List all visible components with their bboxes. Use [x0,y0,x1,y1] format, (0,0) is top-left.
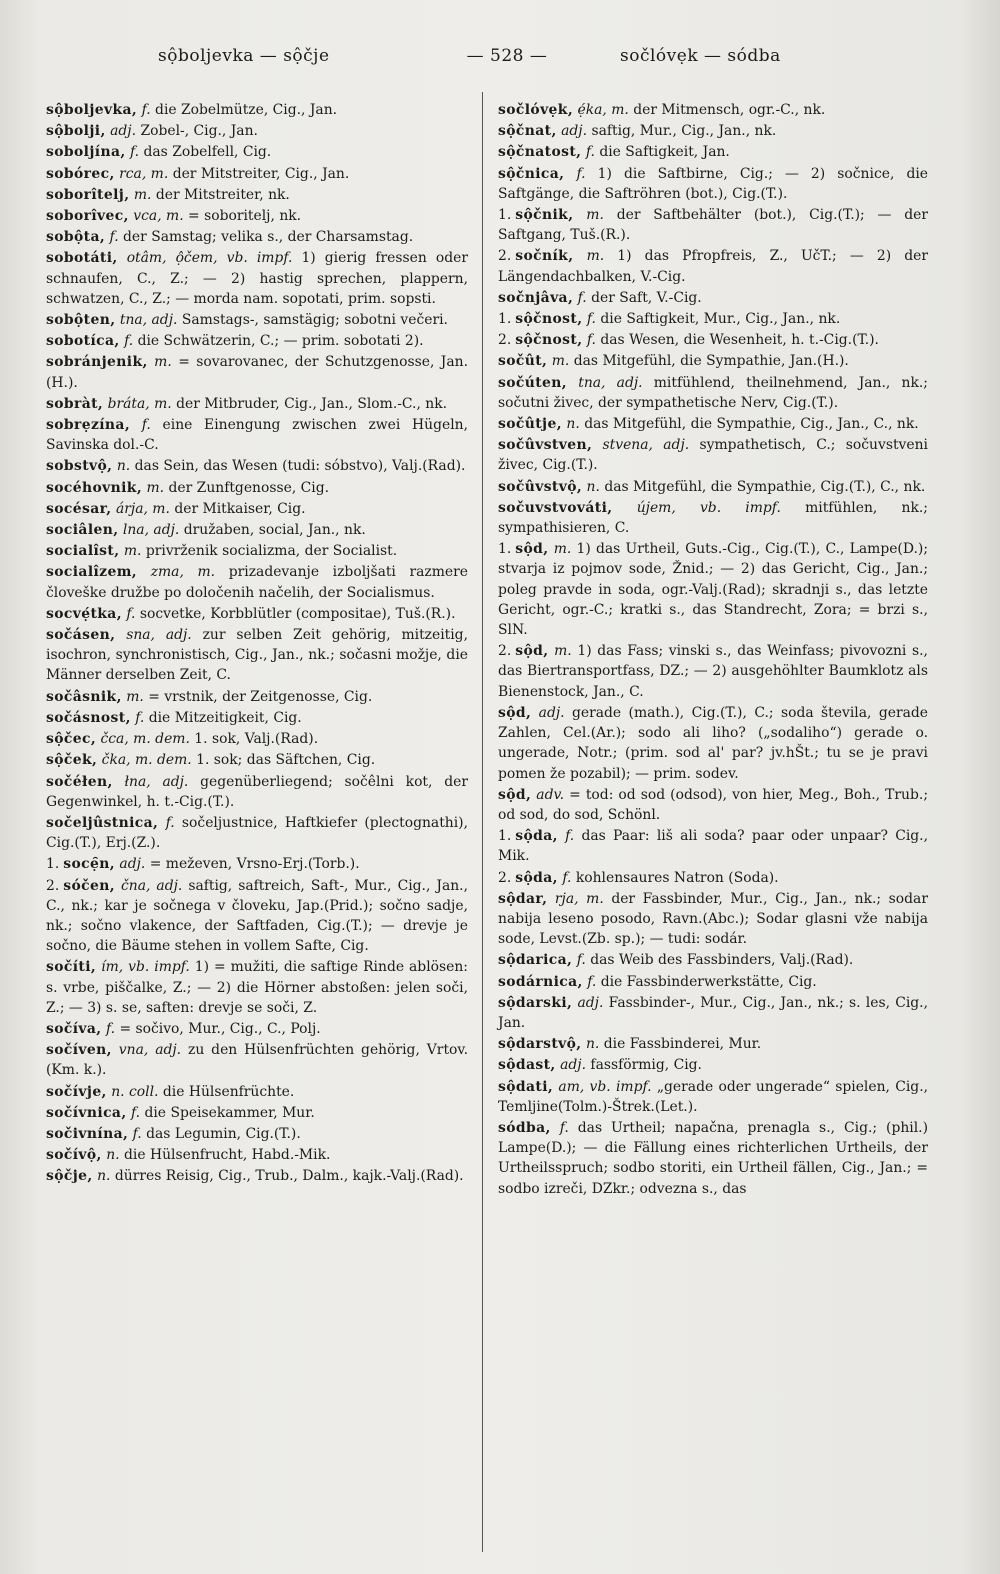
entry-grammar: adj. [119,856,146,873]
entry-definition: 1. sok; das Säftchen, Cig. [196,752,376,769]
dictionary-entry [46,1124,468,1144]
entry-definition: kohlensaures Natron (Soda). [575,869,779,886]
entry-homonym-number: 1. [498,311,512,328]
entry-homonym-number: 1. [498,541,512,558]
dictionary-entry [46,772,468,812]
dictionary-entry [498,288,928,308]
entry-headword: socvẹ́tka, [46,605,122,622]
dictionary-entry [46,854,468,874]
entry-definition: der Mitstreiter, nk. [155,186,290,203]
entry-homonym-number: 1. [498,828,512,845]
dictionary-entry [46,352,468,392]
entry-grammar: adj. [561,123,588,140]
dictionary-entry [498,351,928,371]
entry-grammar: rja, m. [554,890,604,907]
dictionary-entry [498,1118,928,1199]
entry-grammar: f. [141,417,151,434]
entry-definition: 1) gierig fressen oder schnaufen, C., Z.; — 2) hastig sprechen, plappern, schwatzen, C., Z.; — morda nam. sopotati, prim. sopsti. [46,250,469,307]
entry-grammar: vna, adj. [118,1042,182,1059]
entry-homonym-number: 1. [498,207,512,224]
entry-headword: sočivnína, [46,1125,129,1142]
entry-headword: sočívnica, [46,1104,127,1121]
entry-definition: die Fassbinderei, Mur. [603,1036,762,1053]
dictionary-entry [46,1082,468,1102]
entry-definition: das Weib des Fassbinders, Valj.(Rad). [590,952,854,969]
entry-definition: die Hülsenfrüchte. [162,1083,295,1100]
entry-grammar: n. [116,458,131,475]
entry-headword: sočíven, [46,1042,112,1059]
entry-definition: das Wesen, die Wesenheit, h. t.-Cig.(T.). [600,332,879,349]
dictionary-entry [498,826,928,866]
entry-headword: sộdast, [498,1057,556,1074]
entry-grammar: am, vb. impf. [558,1078,652,1095]
entry-definition: die Mitzeitigkeit, Cig. [148,709,302,726]
entry-headword: sộd, [515,541,549,558]
entry-headword: sočívộ, [46,1147,102,1164]
entry-grammar: vca, m. [133,208,184,225]
entry-grammar: f. [585,144,595,161]
entry-definition: das Mitgefühl, die Sympathie, Cig.(T.), C., nk. [604,478,926,495]
dictionary-entry [46,248,468,309]
entry-grammar: f. [565,828,575,845]
dictionary-entry [498,1055,928,1075]
entry-grammar: f. [562,869,572,886]
entry-headword: sộčje, [46,1168,93,1185]
entry-grammar: adj. [560,1057,586,1074]
dictionary-entry [498,1034,928,1054]
entry-definition: = sočivo, Mur., Cig., C., Polj. [119,1020,321,1037]
entry-grammar: f. [586,332,596,349]
page-number: — 528 — [466,46,548,66]
entry-grammar: m. [126,688,144,705]
entry-headword: sộčec, [46,731,97,748]
entry-headword: sộd, [498,704,532,721]
entry-definition: das Mitgefühl, die Sympathie, Jan.(H.). [573,353,849,370]
entry-headword: sočûvstven, [498,437,593,454]
entry-headword: sộčnost, [515,311,583,328]
dictionary-entry [46,520,468,540]
entry-grammar: m. [133,186,152,203]
entry-grammar: m. [554,643,572,660]
entry-definition: der Zunftgenosse, Cig. [168,479,330,496]
entry-grammar: adj. [538,704,565,721]
entry-headword: soborîtelj, [46,186,130,203]
entry-definition: = meževen, Vrsno-Erj.(Torb.). [149,856,360,873]
entry-headword: sočnjâva, [498,289,574,306]
entry-headword: sočût, [498,353,548,370]
right-column [498,100,928,1200]
entry-definition: das Paar: liš ali soda? paar oder unpaar? Cig., Mik. [498,828,929,865]
entry-definition: die Speisekammer, Mur. [144,1104,315,1121]
entry-grammar: n. coll. [111,1083,159,1100]
entry-definition: 1) die Saftbirne, Cig.; — 2) sočnice, die Saftgänge, die Saftröhren (bot.), Cig.(T.). [498,165,928,202]
left-column [46,100,468,1188]
entry-grammar: árja, m. [115,500,170,517]
entry-grammar: f. [130,144,140,161]
entry-grammar: sna, adj. [126,627,192,644]
dictionary-entry [46,478,468,498]
entry-definition: 1) = mužiti, die saftige Rinde ablösen: s. vrbe, piščalke, Z.; — 2) die Hörner abstoßen: jelen soči, Z.; — 3) s. se, saften: drevje se soči, Z. [46,959,468,1016]
entry-definition: der Samstag; velika s., der Charsamstag. [123,229,414,246]
dictionary-entry [498,889,928,950]
entry-definition: das Mitgefühl, die Sympathie, Cig., Jan., C., nk. [584,416,919,433]
entry-definition: der Mitmensch, ogr.-C., nk. [633,102,826,118]
entry-definition: = tod: od sod (odsod), von hier, Meg., Boh., Trub.; od sod, do sod, Schönl. [498,786,928,823]
entry-definition: die Zobelmütze, Cig., Jan. [155,102,338,118]
dictionary-entry [46,604,468,624]
entry-definition: = soboritelj, nk. [188,208,302,225]
entry-headword: sočúten, [498,374,568,391]
entry-headword: sộdarstvộ, [498,1036,582,1053]
entry-definition: der Fassbinder, Mur., Cig., Jan., nk.; sodar nabija leseno posodo, Ravn.(Abc.); Sodar glasni vže nabija sode, Levst.(Zb. sp.); — tudi: sodár. [498,890,928,948]
dictionary-entry [498,309,928,329]
entry-headword: sộčnica, [498,165,565,182]
entry-grammar: m. [146,479,165,496]
entry-definition: der Mitstreiter, Cig., Jan. [172,165,350,182]
dictionary-entry [498,477,928,497]
entry-definition: das Legumin, Cig.(T.). [146,1125,301,1142]
entry-headword: sộček, [46,752,98,769]
entry-grammar: f. [132,1125,142,1142]
entry-grammar: f. [586,311,596,328]
entry-grammar: f. [576,165,586,182]
entry-definition: saftig, Mur., Cig., Jan., nk. [591,123,777,140]
entry-definition: eine Einengung zwischen zwei Hügeln, Savinska dol.-C. [46,417,469,454]
dictionary-entry [46,185,468,205]
entry-headword: sộda, [515,828,558,845]
dictionary-entry [46,876,468,957]
entry-definition: zu den Hülsenfrüchten gehörig, Vrtov.(Km. k.). [46,1042,469,1079]
entry-headword: sočásen, [46,627,116,644]
entry-grammar: f. [587,973,597,990]
dictionary-entry [46,142,468,162]
dictionary-entry [46,394,468,414]
entry-headword: sóčen, [63,877,115,894]
dictionary-entry [46,750,468,770]
entry-headword: sobotáti, [46,250,118,267]
entry-grammar: f. [577,289,587,306]
entry-grammar: m. [551,353,570,370]
entry-headword: sočéłen, [46,773,113,790]
entry-grammar: rca, m. [119,165,169,182]
entry-grammar: n. [585,1036,600,1053]
dictionary-entry [498,100,928,120]
dictionary-entry [498,373,928,413]
entry-headword: sociâlen, [46,522,119,539]
entry-grammar: lna, adj. [122,522,180,539]
entry-headword: sočûtje, [498,416,562,433]
dictionary-entry [498,246,928,286]
entry-headword: sodárnica, [498,973,583,990]
dictionary-entry [498,498,928,538]
dictionary-entry [46,1040,468,1080]
entry-definition: die Fassbinderwerkstätte, Cig. [600,973,817,990]
entry-definition: sympathetisch, C.; sočuvstveni živec, Cig.(T.). [498,437,928,474]
entry-headword: sộdarski, [498,994,573,1011]
entry-homonym-number: 2. [498,332,512,349]
entry-definition: der Mitbruder, Cig., Jan., Slom.-C., nk. [176,395,448,412]
entry-definition: socvetke, Korbblütler (compositae), Tuš.(R.). [139,605,456,622]
entry-definition: die Saftigkeit, Mur., Cig., Jan., nk. [600,311,841,328]
dictionary-entry [46,100,468,120]
header-right-guideword: sočlóvẹk — sódba [620,46,781,66]
entry-grammar: n. [586,478,600,495]
dictionary-entry [498,641,928,702]
entry-grammar: újem, vb. impf. [636,499,781,516]
entry-definition: gerade (math.), Cig.(T.), C.; soda števila, gerade Zahlen, Cel.(Ar.); sodo ali liho? („sodaliho“) gerade o. ungerade, Notr.; (prim. sod al' par? jv.hŠt.; tu se je pravi pomen že pozabil); — prim. sodev. [498,704,928,782]
entry-headword: sộda, [515,869,558,886]
entry-grammar: otâm, ộčem, vb. impf. [126,250,293,267]
entry-grammar: ím, vb. impf. [101,959,190,976]
entry-grammar: f. [135,709,145,726]
dictionary-entry [498,142,928,162]
dictionary-entry [498,414,928,434]
entry-grammar: f. [141,102,151,118]
entry-homonym-number: 2. [498,248,512,265]
entry-grammar: ẹ́ka, m. [577,102,629,118]
entry-homonym-number: 2. [498,643,512,660]
entry-definition: sočeljustnice, Haftkiefer (plectognathi), Cig.(T.), Erj.(Z.). [46,814,468,852]
entry-headword: soboljína, [46,144,126,161]
dictionary-entry [46,227,468,247]
dictionary-entry [498,950,928,970]
entry-definition: = sovarovanec, der Schutzgenosse, Jan.(H.). [46,354,469,391]
entry-headword: sočeljûstnica, [46,814,159,831]
column-divider [482,92,483,1552]
entry-definition: saftig, saftreich, Saft-, Mur., Cig., Jan., C., nk.; kar je sočnega v človeku, Jap.(Prid.); sočno sadje, nk.; sočno vlakence, der Saftfaden, Cig.(T.); — drevje je sočno, die Bäume stehen in vollem Safte, Cig. [46,877,469,955]
entry-definition: dürres Reisig, Cig., Trub., Dalm., kajk.-Valj.(Rad). [114,1168,464,1185]
entry-headword: socéhovnik, [46,479,143,496]
entry-headword: sobstvộ, [46,458,113,475]
entry-headword: sộčnik, [515,207,574,224]
entry-headword: sộčnost, [515,332,583,349]
entry-headword: sộd, [515,643,549,660]
entry-headword: sộdar, [498,890,548,907]
entry-grammar: bráta, m. [107,395,172,412]
dictionary-entry [498,121,928,141]
entry-definition: zur selben Zeit gehörig, mitzeitig, isochron, synchronistisch, Cig., Jan., nk.; sočasni možje, die Männer derselben Zeit, C. [46,627,468,684]
entry-grammar: m. [553,541,572,558]
entry-grammar: f. [576,952,586,969]
entry-definition: Zobel-, Cig., Jan. [140,123,258,140]
entry-definition: der Saft, V.-Cig. [591,289,702,306]
dictionary-entry [46,813,468,853]
dictionary-entry [46,206,468,226]
entry-grammar: n. [106,1147,120,1164]
entry-definition: das Zobelfell, Cig. [143,144,272,161]
dictionary-entry [46,456,468,476]
dictionary-entry [46,331,468,351]
dictionary-entry [498,993,928,1033]
dictionary-entry [46,415,468,455]
entry-headword: sočíti, [46,959,97,976]
entry-grammar: n. [97,1168,111,1185]
entry-grammar: stvena, adj. [602,437,690,454]
entry-headword: socésar, [46,500,112,517]
entry-grammar: adv. [536,786,565,803]
dictionary-entry [46,164,468,184]
entry-headword: sočásnost, [46,709,131,726]
dictionary-entry [46,499,468,519]
entry-grammar: łna, adj. [124,773,189,790]
entry-definition: mitfühlen, nk.; sympathisieren, C. [498,499,928,537]
dictionary-entry [46,1166,468,1186]
entry-headword: sobrẹzína, [46,417,131,434]
dictionary-entry [46,687,468,707]
dictionary-entry [498,972,928,992]
entry-definition: Samstags-, samstägig; sobotni večeri. [181,312,448,329]
entry-grammar: adj. [577,994,604,1011]
entry-headword: sočlóvẹk, [498,102,574,118]
entry-homonym-number: 1. [46,856,60,873]
entry-headword: soborîvec, [46,208,129,225]
entry-definition: = vrstnik, der Zeitgenosse, Cig. [148,688,373,705]
dictionary-entry [46,957,468,1018]
dictionary-entry [46,708,468,728]
dictionary-entry [498,205,928,245]
header-left-guideword: sộboljevka — sộčje [158,46,330,66]
entry-homonym-number: 2. [46,877,60,894]
page-header [40,42,960,82]
entry-headword: sobránjenik, [46,354,148,371]
entry-headword: sobotíca, [46,333,120,350]
entry-grammar: f. [124,333,134,350]
dictionary-entry [498,330,928,350]
entry-headword: sočûvstvộ, [498,478,583,495]
entry-headword: sočívje, [46,1083,107,1100]
entry-grammar: f. [559,1119,569,1136]
entry-headword: sộdarica, [498,952,573,969]
entry-definition: gegenüberliegend; sočêlni kot, der Gegenwinkel, h. t.-Cig.(T.). [46,773,468,810]
entry-definition: prizadevanje izboljšati razmere človeške družbe po določenih načelih, der Socialismus. [46,564,468,601]
entry-grammar: f. [105,1020,116,1037]
entry-grammar: m. [154,354,172,371]
entry-headword: sộdati, [498,1078,554,1095]
entry-headword: sobộten, [46,312,116,329]
dictionary-entry [46,625,468,686]
entry-grammar: m. [123,543,142,560]
dictionary-entry [498,539,928,640]
entry-grammar: f. [126,605,136,622]
entry-definition: 1. sok, Valj.(Rad). [194,731,319,748]
dictionary-entry [46,1019,468,1039]
entry-definition: die Saftigkeit, Jan. [599,144,730,161]
dictionary-entry [498,703,928,784]
entry-headword: socialîzem, [46,564,138,581]
entry-headword: socẹ̑n, [63,856,115,873]
entry-definition: privrženik socializma, der Socialist. [145,543,398,560]
entry-definition: das Urtheil; napačna, prenagla s., Cig.; (phil.) Lampe(D.); — die Fällung eines richterlichen Urtheils, der Urtheilsspruch; sodbo storiti, ein Urtheil fällen, Cig., Jan.; = sodbo izreči, DZkr.; odvezna s., das [498,1119,929,1197]
entry-headword: sočâsnik, [46,688,122,705]
entry-definition: fassförmig, Cig. [590,1057,702,1074]
dictionary-entry [498,785,928,825]
entry-definition: mitfühlend, theilnehmend, Jan., nk.; sočutni živec, der sympathetische Nerv, Cig.(T.). [498,374,928,411]
dictionary-entry [46,121,468,141]
dictionary-entry [498,868,928,888]
dictionary-entry [498,1077,928,1117]
entry-homonym-number: 2. [498,869,512,886]
entry-headword: sočíva, [46,1020,102,1037]
entry-headword: sobộta, [46,229,106,246]
dictionary-entry [498,435,928,475]
entry-grammar: čca, m. dem. [100,731,190,748]
entry-grammar: f. [109,229,119,246]
dictionary-entry [46,310,468,330]
entry-definition: das Sein, das Wesen (tudi: sóbstvo), Valj.(Rad). [134,458,466,475]
dictionary-entry [46,729,468,749]
entry-grammar: m. [586,248,605,265]
entry-definition: „gerade oder ungerade“ spielen, Cig., Temljine(Tolm.)-Štrek.(Let.). [498,1078,929,1115]
dictionary-entry [498,164,928,204]
entry-headword: sộd, [498,786,532,803]
entry-headword: sódba, [498,1119,551,1136]
entry-definition: 1) das Pfropfreis, Z., UčT.; — 2) der Längendachbalken, V.-Cig. [498,248,928,285]
dictionary-entry [46,541,468,561]
dictionary-entry [46,1103,468,1123]
entry-definition: die Schwätzerin, C.; — prim. sobotati 2). [137,333,424,350]
entry-grammar: m. [586,207,604,224]
entry-grammar: adj. [110,123,137,140]
entry-headword: sộčnatost, [498,144,582,161]
entry-definition: Fassbinder-, Mur., Cig., Jan., nk.; s. les, Cig., Jan. [498,994,928,1031]
entry-definition: družaben, social, Jan., nk. [183,522,366,539]
entry-headword: sočník, [515,248,574,265]
dictionary-entry [46,562,468,602]
entry-definition: 1) das Fass; vinski s., das Weinfass; pivovozni s., das Biertransportfass, DZ.; — 2) ausgehöhlter Baumklotz als Bienenstock, Jan., C. [498,643,928,700]
entry-grammar: f. [130,1104,141,1121]
entry-grammar: čka, m. dem. [101,752,192,769]
entry-definition: 1) das Urtheil, Guts.-Cig., Cig.(T.), C., Lampe(D.); stvarja iz pojmov sode, Žnid.; — 2) das Gericht, Cig., Jan.; poleg pravde in soda, ogr.-Valj.(Rad); skradnji s., das letzte Gericht, ogr.-C.; kratki s., das Standrecht, Zora; = brzi s., SlN. [498,541,929,639]
entry-grammar: čna, adj. [121,877,183,894]
entry-headword: sộčnat, [498,123,557,140]
entry-headword: sočuvstvováti, [498,499,613,516]
entry-headword: sộboljevka, [46,102,138,118]
entry-definition: die Hülsenfrucht, Habd.-Mik. [124,1147,331,1164]
entry-grammar: zma, m. [150,564,216,581]
entry-grammar: tna, adj. [578,374,643,391]
entry-grammar: tna, adj. [119,312,178,329]
entry-grammar: n. [566,416,580,433]
entry-headword: socialîst, [46,543,120,560]
entry-definition: der Mitkaiser, Cig. [174,500,306,517]
entry-headword: sộbolji, [46,123,106,140]
entry-headword: sobràt, [46,395,104,412]
entry-headword: sobórec, [46,165,115,182]
dictionary-entry [46,1145,468,1165]
entry-definition: der Saftbehälter (bot.), Cig.(T.); — der Saftgang, Tuš.(R.). [498,207,928,244]
entry-grammar: f. [165,814,175,831]
